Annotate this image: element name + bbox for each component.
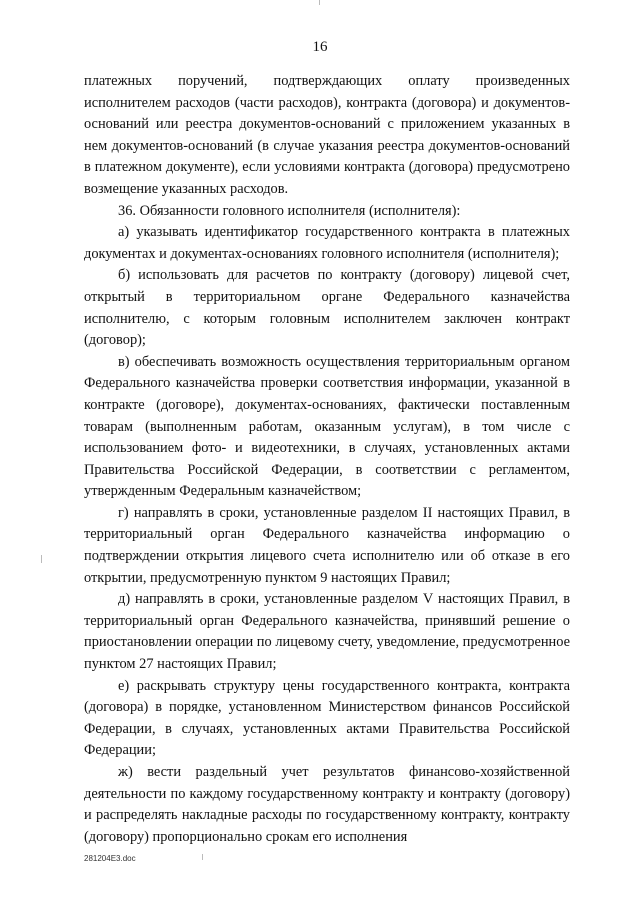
scan-mark-left: [41, 555, 42, 563]
footer-document-code: 281204E3.doc: [84, 854, 136, 863]
paragraph-continuation: платежных поручений, подтверждающих оплату произведенных исполнителем расходов (части расходов), контракта (договора) и документов-оснований или реестра документов-оснований с приложением указанных в нем документов-оснований (в случае указания реестра документов-оснований в платежном документе), если условиями контракта (договора) предусмотрено возмещение указанных расходов.: [84, 73, 570, 197]
paragraph-subitem-v: в) обеспечивать возможность осуществления территориальным органом Федерального казначейства проверки соответствия информации, указанной в контракте (договоре), документах-основаниях, фактически поставленным товарам (выполненным работам, оказанным услугам), в том числе с использованием фото- и видеотехники, в случаях, установленных актами Правительства Российской Федерации, в соответствии с регламентом, утвержденным Федеральным казначейством;: [84, 353, 570, 500]
paragraph-item-36: 36. Обязанности головного исполнителя (исполнителя):: [118, 202, 461, 219]
paragraph-subitem-b: б) использовать для расчетов по контракту (договору) лицевой счет, открытый в территориальном органе Федерального казначейства исполнителю, с которым головным исполнителем заключен контракт (договор);: [84, 267, 570, 349]
paragraph-subitem-e: е) раскрывать структуру цены государственного контракта, контракта (договора) в порядке, установленном Министерством финансов Российской Федерации, в случаях, установленных актами Правительства Российской Федерации;: [84, 677, 570, 759]
paragraph-subitem-g: г) направлять в сроки, установленные разделом II настоящих Правил, в территориальный орган Федерального казначейства информацию о подтверждении открытия лицевого счета исполнителю или об отказе в его открытии, предусмотренную пунктом 9 настоящих Правил;: [84, 504, 570, 586]
scan-mark-top: [319, 0, 320, 5]
scan-mark-footer: [202, 854, 203, 860]
document-body: [84, 71, 570, 848]
paragraph-subitem-a: а) указывать идентификатор государственного контракта в платежных документах и документах-основаниях головного исполнителя (исполнителя);: [84, 224, 570, 262]
paragraph-subitem-d: д) направлять в сроки, установленные разделом V настоящих Правил, в территориальный орган Федерального казначейства, принявший решение о приостановлении операции по лицевому счету, уведомление, предусмотренное пунктом 27 настоящих Правил;: [84, 591, 570, 673]
paragraph-subitem-zh: ж) вести раздельный учет результатов финансово-хозяйственной деятельности по каждому государственному контракту и контракту (договору) и распределять накладные расходы по государственному контракту, контракту (договору) пропорционально срокам его исполнения: [84, 764, 570, 845]
page-number: 16: [312, 39, 328, 55]
